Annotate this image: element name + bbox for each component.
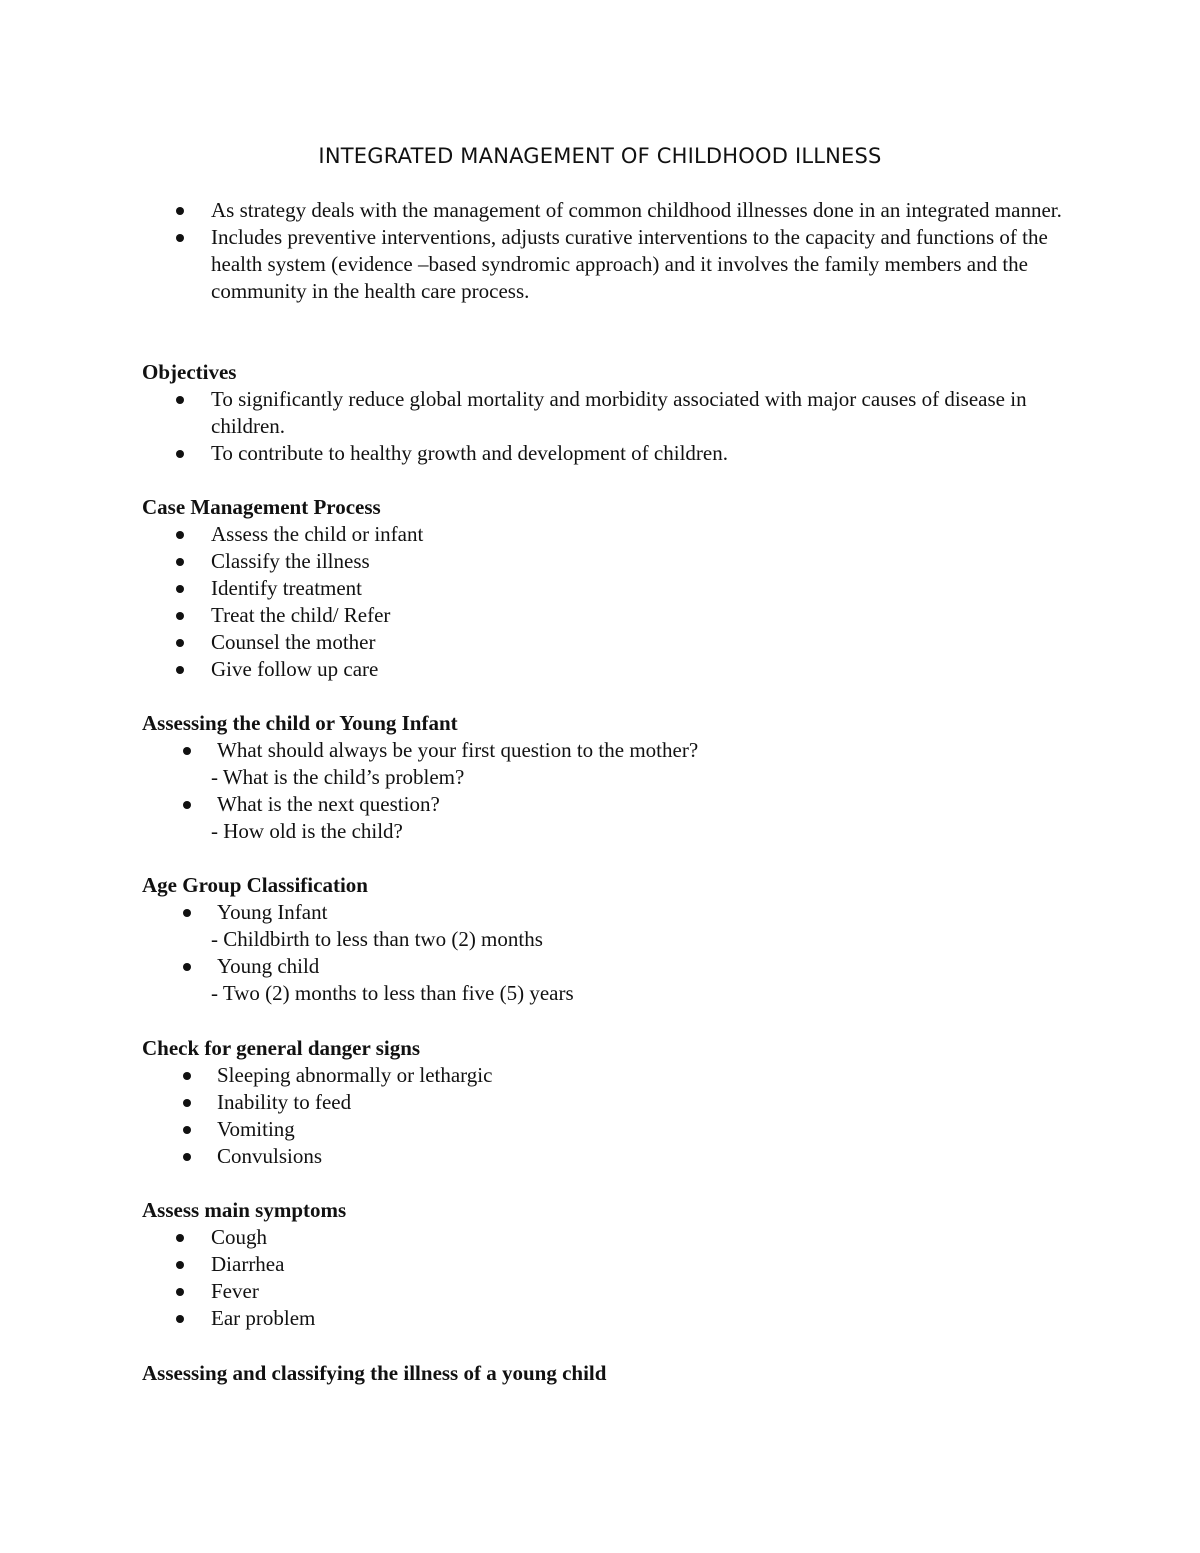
section-heading: Assess main symptoms <box>142 1198 347 1222</box>
main-symptoms-list <box>142 1224 1072 1332</box>
document-title: INTEGRATED MANAGEMENT OF CHILDHOOD ILLNESS <box>318 144 882 168</box>
bullet-icon <box>176 612 184 620</box>
bullet-icon <box>183 1126 191 1134</box>
intro-section <box>142 197 1072 305</box>
bullet-icon <box>176 639 184 647</box>
bullet-icon <box>183 1099 191 1107</box>
bullet-icon <box>176 450 184 458</box>
section-heading: Case Management Process <box>142 495 381 519</box>
bullet-icon <box>176 1315 184 1323</box>
list-item: Young child - Two (2) months to less than five (5) years <box>142 953 1072 1007</box>
danger-signs-section <box>142 1035 1072 1170</box>
objectives-list <box>142 386 1072 467</box>
list-item: What is the next question? - How old is the child? <box>142 791 1072 845</box>
case-management-list <box>142 521 1072 683</box>
bullet-icon <box>183 963 191 971</box>
detail-text: - Two (2) months to less than five (5) years <box>211 981 574 1005</box>
list-item: As strategy deals with the management of common childhood illnesses done in an integrated manner. <box>142 197 1072 224</box>
list-item: Identify treatment <box>142 575 1072 602</box>
section-heading: Check for general danger signs <box>142 1036 421 1060</box>
bullet-icon <box>176 1234 184 1242</box>
case-management-section <box>142 494 1072 683</box>
list-item: Classify the illness <box>142 548 1072 575</box>
section-heading: Objectives <box>142 360 237 384</box>
list-item: Vomiting <box>142 1116 1072 1143</box>
list-item: What should always be your first question to the mother? - What is the child’s problem? <box>142 737 1072 791</box>
list-item: Ear problem <box>142 1305 1072 1332</box>
list-item: Fever <box>142 1278 1072 1305</box>
detail-text: - Childbirth to less than two (2) months <box>211 927 543 951</box>
bullet-icon <box>176 531 184 539</box>
bullet-icon <box>176 666 184 674</box>
list-item: Give follow up care <box>142 656 1072 683</box>
list-item: Cough <box>142 1224 1072 1251</box>
bullet-icon <box>183 1072 191 1080</box>
assessing-section <box>142 710 1072 845</box>
list-item: Diarrhea <box>142 1251 1072 1278</box>
bullet-icon <box>176 1288 184 1296</box>
bullet-icon <box>183 1153 191 1161</box>
bullet-icon <box>176 234 184 242</box>
section-heading: Age Group Classification <box>142 873 368 897</box>
age-group-list <box>142 899 1072 1007</box>
bullet-icon <box>176 1261 184 1269</box>
list-item: To significantly reduce global mortality and morbidity associated with major causes of disease in children. <box>142 386 1072 440</box>
bullet-icon <box>176 585 184 593</box>
intro-list <box>142 197 1072 305</box>
bullet-icon <box>176 396 184 404</box>
bullet-icon <box>183 747 191 755</box>
assessing-list <box>142 737 1072 845</box>
list-item: To contribute to healthy growth and development of children. <box>142 440 1072 467</box>
list-item: Assess the child or infant <box>142 521 1072 548</box>
list-item: Inability to feed <box>142 1089 1072 1116</box>
age-group-section <box>142 872 1072 1007</box>
danger-signs-list <box>142 1062 1072 1170</box>
list-item: Young Infant - Childbirth to less than two (2) months <box>142 899 1072 953</box>
answer-text: - What is the child’s problem? <box>211 765 465 789</box>
final-section <box>142 1360 1072 1387</box>
bullet-icon <box>183 909 191 917</box>
list-item: Sleeping abnormally or lethargic <box>142 1062 1072 1089</box>
list-item: Counsel the mother <box>142 629 1072 656</box>
bullet-icon <box>183 801 191 809</box>
objectives-section <box>142 359 1072 467</box>
answer-text: - How old is the child? <box>211 819 403 843</box>
section-heading: Assessing the child or Young Infant <box>142 711 458 735</box>
bullet-icon <box>176 207 184 215</box>
section-heading: Assessing and classifying the illness of a young child <box>142 1361 607 1385</box>
main-symptoms-section <box>142 1197 1072 1332</box>
bullet-icon <box>176 558 184 566</box>
list-item: Includes preventive interventions, adjusts curative interventions to the capacity and functions of the health system (evidence –based syndromic approach) and it involves the family members and the community in the health care process. <box>142 224 1072 305</box>
list-item: Treat the child/ Refer <box>142 602 1072 629</box>
list-item: Convulsions <box>142 1143 1072 1170</box>
